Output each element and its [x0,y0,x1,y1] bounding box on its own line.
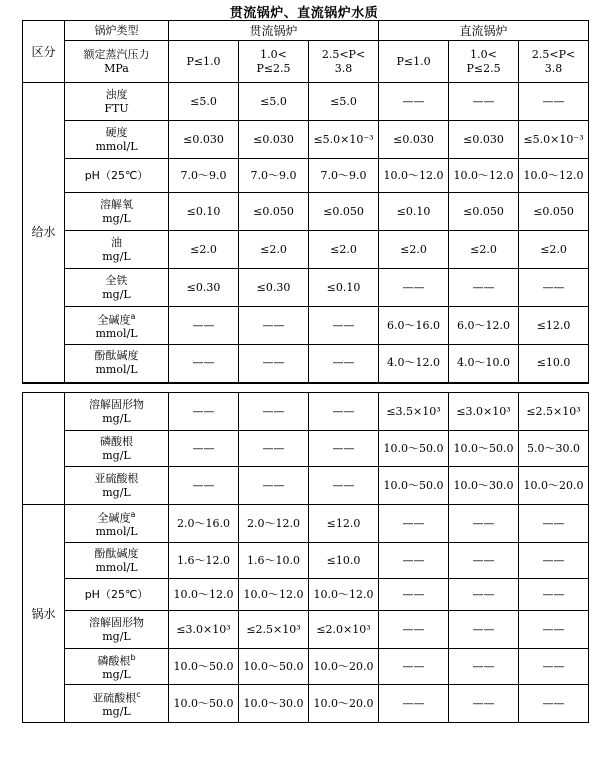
value-cell: —— [449,685,519,723]
value-cell: 2.0～16.0 [169,505,239,543]
value-cell: ≤0.10 [169,193,239,231]
value-cell: —— [449,611,519,649]
value-cell: 2.0～12.0 [239,505,309,543]
value-cell: —— [309,467,379,505]
value-cell: ≤5.0×10⁻³ [519,121,589,159]
group-header-once-through: 贯流锅炉 [169,21,379,41]
parameter-cell [65,431,169,467]
water-quality-table-part1 [22,20,589,384]
parameter-unit: mg/L [102,411,131,425]
parameter-cell [65,269,169,307]
value-cell: 10.0～20.0 [309,649,379,685]
parameter-cell [65,393,169,431]
parameter-unit: mg/L [102,705,131,719]
value-cell: —— [379,649,449,685]
table-row [23,193,589,231]
value-cell: 10.0～50.0 [379,467,449,505]
value-cell: ≤12.0 [519,307,589,345]
pressure-label: 额定蒸汽压力 [83,47,150,61]
value-cell: —— [379,83,449,121]
feed-water-extra-rows [23,393,589,505]
value-cell: ≤0.030 [169,121,239,159]
value-cell: —— [309,307,379,345]
value-cell: 10.0～12.0 [379,159,449,193]
value-cell: —— [379,269,449,307]
value-cell: —— [379,579,449,611]
value-cell: —— [449,269,519,307]
value-cell: 10.0～12.0 [449,159,519,193]
parameter-name: 溶解固形物 [89,615,144,629]
feed-water-continued [23,393,65,505]
pressure-range-3-line2: 3.8 [334,61,353,75]
parameter-cell [65,193,169,231]
value-cell: —— [449,83,519,121]
value-cell: ≤0.10 [379,193,449,231]
table-row [23,307,589,345]
table-row [23,685,589,723]
pressure-range-6-line1: 2.5<P< [531,47,576,61]
parameter-unit: mg/L [102,485,131,499]
value-cell: —— [379,505,449,543]
value-cell: ≤2.0 [169,231,239,269]
parameter-name: 亚硫酸根 [94,471,139,485]
value-cell: 4.0～12.0 [379,345,449,383]
value-cell: ≤2.0×10³ [309,611,379,649]
value-cell: ≤0.030 [239,121,309,159]
parameter-unit: mmol/L [95,139,138,153]
pressure-range-3-line1: 2.5<P< [321,47,366,61]
value-cell: ≤5.0×10⁻³ [309,121,379,159]
value-cell: ≤0.030 [379,121,449,159]
table-row [23,431,589,467]
parameter-name: 酚酞碱度 [94,546,139,560]
value-cell: —— [519,83,589,121]
parameter-name: 磷酸根 [100,434,133,448]
table-row [23,649,589,685]
table-row [23,83,589,121]
parameter-unit: mg/L [102,211,131,225]
value-cell: —— [379,611,449,649]
value-cell: 6.0～12.0 [449,307,519,345]
parameter-unit: mg/L [102,668,131,682]
footnote-mark: b [130,652,136,662]
pressure-range-4: P≤1.0 [379,41,449,83]
parameter-unit: mg/L [102,448,131,462]
parameter-name: 亚硫酸根$^c$ [92,689,141,705]
value-cell: —— [449,543,519,579]
pressure-range-6 [519,41,589,83]
zone-header: 区分 [23,21,65,83]
table-row [23,467,589,505]
table-row [23,231,589,269]
parameter-unit: mmol/L [95,327,138,341]
pressure-range-2 [239,41,309,83]
pressure-range-5-line2: P≤2.5 [466,61,501,75]
parameter-cell [65,307,169,345]
parameter-unit: mmol/L [95,560,138,574]
value-cell: 4.0～10.0 [449,345,519,383]
value-cell: —— [239,307,309,345]
value-cell: ≤2.5×10³ [519,393,589,431]
value-cell: ≤5.0 [239,83,309,121]
pressure-range-6-line2: 3.8 [544,61,563,75]
value-cell: —— [169,345,239,383]
parameter-name: 溶解氧 [100,197,133,211]
water-quality-table-part2 [22,392,589,723]
group-header-direct-flow: 直流锅炉 [379,21,589,41]
parameter-cell [65,467,169,505]
parameter-name: 全碱度$^a$ [97,509,136,525]
value-cell: ≤2.0 [449,231,519,269]
value-cell: —— [239,431,309,467]
value-cell: 10.0～50.0 [379,431,449,467]
parameter-name: 油 [111,235,122,249]
parameter-cell [65,345,169,383]
value-cell: ≤2.0 [519,231,589,269]
value-cell: —— [519,579,589,611]
footnote-mark: a [130,509,136,519]
value-cell: ≤10.0 [519,345,589,383]
pressure-range-5 [449,41,519,83]
parameter-cell [65,121,169,159]
value-cell: 10.0～50.0 [169,685,239,723]
value-cell: 10.0～12.0 [309,579,379,611]
value-cell: ≤5.0 [309,83,379,121]
value-cell: —— [169,393,239,431]
parameter-cell [65,505,169,543]
feed-water-rows [23,83,589,383]
table-row [23,543,589,579]
value-cell: ≤0.050 [449,193,519,231]
table-row [23,393,589,431]
value-cell: 7.0～9.0 [239,159,309,193]
parameter-unit: mmol/L [95,363,138,377]
value-cell: —— [519,269,589,307]
pressure-range-2-line1: 1.0< [260,47,287,61]
value-cell: —— [239,393,309,431]
value-cell: —— [169,467,239,505]
parameter-cell [65,611,169,649]
value-cell: ≤10.0 [309,543,379,579]
value-cell: —— [519,685,589,723]
parameter-cell [65,543,169,579]
parameter-name: 全铁 [105,273,128,287]
value-cell: —— [309,431,379,467]
value-cell: 7.0～9.0 [309,159,379,193]
pressure-unit: MPa [104,61,129,75]
value-cell: —— [309,393,379,431]
parameter-name: 浊度 [105,87,128,101]
value-cell: —— [309,345,379,383]
value-cell: ≤3.0×10³ [449,393,519,431]
value-cell: 10.0～12.0 [519,159,589,193]
parameter-cell [65,231,169,269]
value-cell: —— [239,345,309,383]
value-cell: 10.0～12.0 [169,579,239,611]
pressure-range-2-line2: P≤2.5 [256,61,291,75]
table-row [23,505,589,543]
value-cell: ≤2.5×10³ [239,611,309,649]
value-cell: ≤3.5×10³ [379,393,449,431]
value-cell: 10.0～50.0 [239,649,309,685]
parameter-name: pH（25℃） [84,587,149,601]
value-cell: 10.0～30.0 [449,467,519,505]
pressure-range-5-line1: 1.0< [470,47,497,61]
value-cell: 1.6～12.0 [169,543,239,579]
value-cell: ≤2.0 [239,231,309,269]
value-cell: —— [519,505,589,543]
value-cell: ≤0.050 [309,193,379,231]
pressure-range-3 [309,41,379,83]
footnote-mark: c [136,689,141,699]
value-cell: 6.0～16.0 [379,307,449,345]
parameter-unit: mmol/L [95,525,138,539]
value-cell: ≤3.0×10³ [169,611,239,649]
value-cell: 10.0～20.0 [309,685,379,723]
value-cell: ≤2.0 [309,231,379,269]
value-cell: ≤0.30 [239,269,309,307]
value-cell: —— [519,543,589,579]
parameter-name: 酚酞碱度 [94,349,139,363]
pressure-header [65,41,169,83]
value-cell: —— [169,431,239,467]
value-cell: —— [449,579,519,611]
value-cell: 10.0～50.0 [169,649,239,685]
value-cell: 10.0～20.0 [519,467,589,505]
parameter-name: pH（25℃） [84,168,149,182]
parameter-cell [65,579,169,611]
parameter-unit: mg/L [102,249,131,263]
value-cell: —— [519,649,589,685]
value-cell: —— [379,543,449,579]
parameter-name: 全碱度$^a$ [97,311,136,327]
value-cell: 10.0～12.0 [239,579,309,611]
value-cell: 10.0～30.0 [239,685,309,723]
value-cell: —— [379,685,449,723]
boiler-type-header: 锅炉类型 [65,21,169,41]
value-cell: —— [519,611,589,649]
parameter-cell [65,159,169,193]
parameter-name: 磷酸根$^b$ [97,652,136,668]
table-row [23,579,589,611]
parameter-unit: mg/L [102,287,131,301]
value-cell: 1.6～10.0 [239,543,309,579]
value-cell: ≤0.30 [169,269,239,307]
parameter-unit: mg/L [102,629,131,643]
parameter-cell [65,685,169,723]
value-cell: —— [449,505,519,543]
value-cell: —— [449,649,519,685]
parameter-name: 溶解固形物 [89,397,144,411]
boiler-water-rows [23,505,589,723]
parameter-cell [65,83,169,121]
value-cell: —— [239,467,309,505]
footnote-mark: a [130,311,136,321]
value-cell: ≤0.10 [309,269,379,307]
parameter-cell [65,649,169,685]
value-cell: ≤2.0 [379,231,449,269]
pressure-range-1: P≤1.0 [169,41,239,83]
value-cell: 7.0～9.0 [169,159,239,193]
table-row [23,269,589,307]
value-cell: —— [169,307,239,345]
table-row [23,611,589,649]
table-row [23,121,589,159]
value-cell: 10.0～50.0 [449,431,519,467]
page-title: 贯流锅炉、直流锅炉水质 [229,6,379,21]
parameter-name: 硬度 [105,125,128,139]
table-row [23,345,589,383]
parameter-unit: FTU [104,101,129,115]
value-cell: ≤12.0 [309,505,379,543]
table-row [23,159,589,193]
value-cell: ≤5.0 [169,83,239,121]
feed-water-label: 给水 [23,83,65,383]
value-cell: ≤0.050 [519,193,589,231]
value-cell: 5.0～30.0 [519,431,589,467]
value-cell: ≤0.030 [449,121,519,159]
boiler-water-label: 锅水 [23,505,65,723]
value-cell: ≤0.050 [239,193,309,231]
